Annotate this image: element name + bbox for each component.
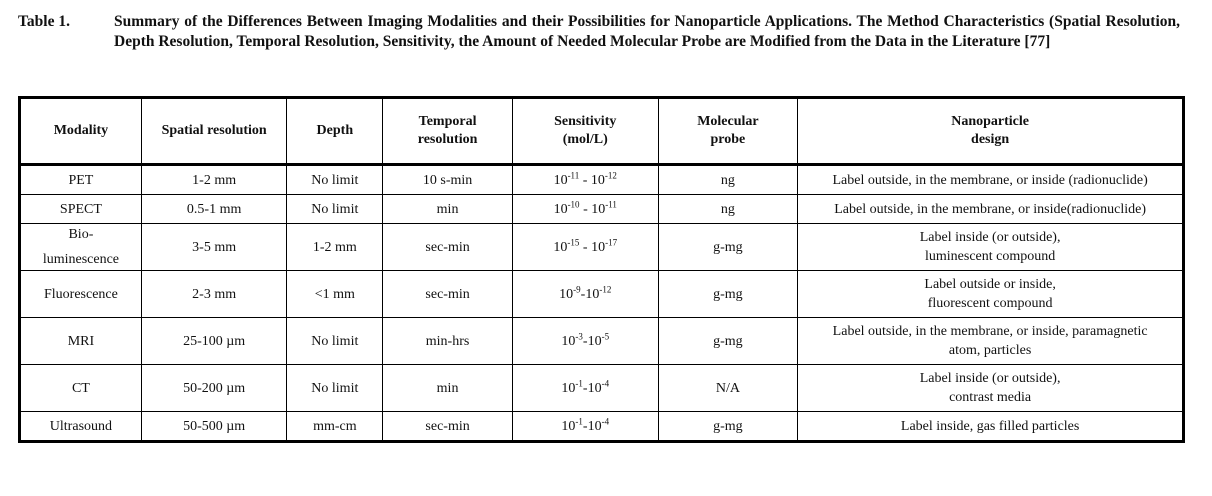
cell-spatial: 1-2 mm: [141, 165, 287, 195]
cell-modality: [20, 224, 142, 271]
cell-depth: No limit: [287, 365, 383, 412]
table-row: [20, 412, 1184, 442]
header-temporal-line1: Temporal: [418, 114, 477, 129]
cell-depth: No limit: [287, 318, 383, 365]
cell-sensitivity: $10^{-9}-10^{-12}$: [512, 271, 658, 318]
cell-modality: SPECT: [20, 195, 142, 224]
cell-design-line1: Label outside, in the membrane, or inside, paramagnetic: [832, 324, 1148, 339]
cell-depth: mm-cm: [287, 412, 383, 442]
cell-temporal: min-hrs: [383, 318, 513, 365]
cell-sensitivity: $10^{-11} - 10^{-12}$: [512, 165, 658, 195]
cell-design: Label outside, in the membrane, or inside(radionuclide): [798, 195, 1184, 224]
header-modality: Modality: [20, 98, 142, 165]
cell-design: Label outside, in the membrane, or inside (radionuclide): [798, 165, 1184, 195]
cell-probe: g-mg: [658, 318, 798, 365]
table-title: Summary of the Differences Between Imaging Modalities and their Possibilities for Nanoparticle Applications. The Method Characteristics (Spatial Resolution, Depth Resolution, Temporal Resolution, Sensitivity, the Amount of Needed Molecular Probe are Modified from the Data in the Literature [77]: [114, 13, 1180, 50]
cell-modality-line1: Bio-: [68, 227, 94, 242]
header-nanoparticle-design: [798, 98, 1184, 165]
cell-sensitivity: $10^{-1}-10^{-4}$: [512, 365, 658, 412]
table-row: [20, 165, 1184, 195]
header-temporal-line2: resolution: [417, 132, 478, 147]
cell-design-line2: fluorescent compound: [927, 296, 1053, 311]
table-header-row: [20, 98, 1184, 165]
cell-temporal: sec-min: [383, 224, 513, 271]
cell-temporal: sec-min: [383, 412, 513, 442]
cell-modality: Ultrasound: [20, 412, 142, 442]
cell-sensitivity: $10^{-10} - 10^{-11}$: [512, 195, 658, 224]
cell-temporal: min: [383, 365, 513, 412]
modalities-table: [18, 96, 1185, 443]
cell-sensitivity: $10^{-15} - 10^{-17}$: [512, 224, 658, 271]
header-molecular-probe: [658, 98, 798, 165]
cell-design-line2: luminescent compound: [924, 249, 1056, 264]
header-probe-line1: Molecular: [697, 114, 759, 129]
cell-design-line1: Label inside (or outside),: [919, 230, 1061, 245]
cell-spatial: 50-200 µm: [141, 365, 287, 412]
cell-temporal: sec-min: [383, 271, 513, 318]
cell-modality: MRI: [20, 318, 142, 365]
cell-sensitivity: $10^{-3}-10^{-5}$: [512, 318, 658, 365]
cell-design: [798, 318, 1184, 365]
cell-modality: CT: [20, 365, 142, 412]
header-sensitivity: [512, 98, 658, 165]
cell-spatial: 3-5 mm: [141, 224, 287, 271]
table-row: [20, 224, 1184, 271]
cell-temporal: 10 s-min: [383, 165, 513, 195]
cell-spatial: 25-100 µm: [141, 318, 287, 365]
cell-design: [798, 365, 1184, 412]
header-sensitivity-line1: Sensitivity: [554, 114, 617, 129]
cell-spatial: 0.5-1 mm: [141, 195, 287, 224]
table-row: [20, 195, 1184, 224]
header-sensitivity-line2: (mol/L): [562, 132, 608, 147]
table-number: Table 1.: [18, 13, 70, 30]
cell-probe: g-mg: [658, 412, 798, 442]
table-row: [20, 318, 1184, 365]
cell-probe: N/A: [658, 365, 798, 412]
cell-design: [798, 224, 1184, 271]
header-design-line2: design: [971, 132, 1010, 147]
cell-modality-line2: luminescence: [42, 252, 119, 267]
cell-temporal: min: [383, 195, 513, 224]
header-probe-line2: probe: [710, 132, 746, 147]
cell-design-line1: Label inside (or outside),: [919, 371, 1061, 386]
cell-modality: Fluorescence: [20, 271, 142, 318]
cell-spatial: 2-3 mm: [141, 271, 287, 318]
cell-depth: 1-2 mm: [287, 224, 383, 271]
cell-depth: No limit: [287, 165, 383, 195]
cell-probe: g-mg: [658, 224, 798, 271]
cell-design-line2: contrast media: [949, 390, 1032, 405]
header-design-line1: Nanoparticle: [951, 114, 1029, 129]
cell-depth: No limit: [287, 195, 383, 224]
cell-probe: ng: [658, 195, 798, 224]
cell-probe: g-mg: [658, 271, 798, 318]
header-depth: Depth: [287, 98, 383, 165]
cell-design: Label inside, gas filled particles: [798, 412, 1184, 442]
cell-probe: ng: [658, 165, 798, 195]
cell-spatial: 50-500 µm: [141, 412, 287, 442]
cell-design-line2: atom, particles: [948, 343, 1032, 358]
header-temporal-resolution: [383, 98, 513, 165]
table-caption: [18, 12, 1180, 52]
cell-modality: PET: [20, 165, 142, 195]
table-row: [20, 365, 1184, 412]
cell-design: [798, 271, 1184, 318]
cell-depth: <1 mm: [287, 271, 383, 318]
table-row: [20, 271, 1184, 318]
header-spatial-resolution: Spatial resolution: [141, 98, 287, 165]
cell-sensitivity: $10^{-1}-10^{-4}$: [512, 412, 658, 442]
cell-design-line1: Label outside or inside,: [924, 277, 1056, 292]
